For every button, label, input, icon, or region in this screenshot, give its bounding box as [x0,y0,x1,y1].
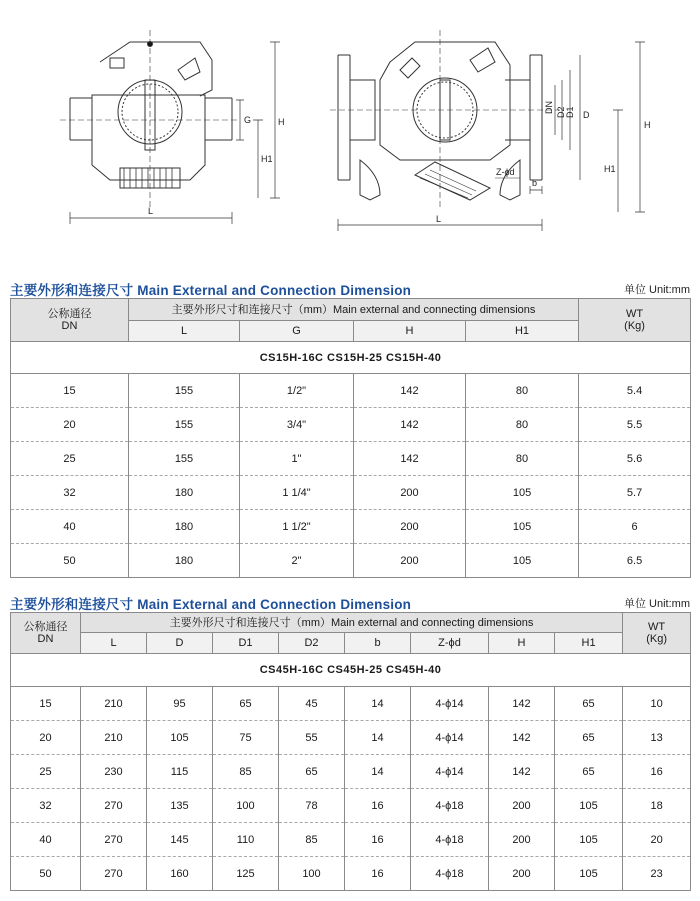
table-cell: 6 [579,510,691,544]
column-header: H [489,633,555,654]
left-label-h: H [278,117,285,127]
table-cell: 105 [555,789,623,823]
table-cell: 5.4 [579,374,691,408]
table-cell: 40 [11,823,81,857]
table-cell: 180 [129,510,240,544]
table-cell: 75 [213,721,279,755]
table-cell: 50 [11,544,129,578]
table-cell: 200 [354,510,466,544]
right-label-zd: Z-ϕd [496,167,515,177]
table-cell: 78 [279,789,345,823]
table-cell: 105 [147,721,213,755]
table-cell: 142 [354,374,466,408]
table-cell: 180 [129,476,240,510]
table-cell: 80 [466,408,579,442]
technical-drawings [0,0,700,268]
table-cell: 4-ϕ14 [411,687,489,721]
wt-header: WT (Kg) [579,299,691,342]
table-cell: 125 [213,857,279,891]
wt-header: WT (Kg) [623,613,691,654]
table-row [11,755,691,789]
table-row [11,442,691,476]
table-cell: 16 [345,857,411,891]
table-cell: 270 [81,823,147,857]
section1-table [10,298,691,578]
table-cell: 155 [129,408,240,442]
table-row [11,687,691,721]
left-label-l: L [148,206,154,216]
table-cell: 105 [466,476,579,510]
section2-table [10,612,691,891]
table-cell: 155 [129,374,240,408]
right-label-h: H [644,120,651,130]
table-cell: 210 [81,721,147,755]
dn-header: 公称通径 DN [11,299,129,342]
table-cell: 65 [555,687,623,721]
table-cell: 65 [213,687,279,721]
table-cell: 32 [11,789,81,823]
model-row: CS45H-16C CS45H-25 CS45H-40 [11,654,691,687]
table-cell: 4-ϕ18 [411,823,489,857]
column-header: H1 [555,633,623,654]
table-cell: 210 [81,687,147,721]
right-label-d: D [583,110,590,120]
table-cell: 40 [11,510,129,544]
table-row [11,374,691,408]
table-cell: 105 [555,857,623,891]
table-cell: 15 [11,687,81,721]
table-cell: 270 [81,857,147,891]
right-drawing [330,30,645,231]
drawings-svg [0,0,700,268]
table-row [11,789,691,823]
table-cell: 142 [354,442,466,476]
table-cell: 14 [345,755,411,789]
table-cell: 270 [81,789,147,823]
right-label-d1: D1 [565,106,575,118]
table-cell: 80 [466,442,579,476]
table-cell: 1 1/2" [240,510,354,544]
table-cell: 65 [555,755,623,789]
right-label-dn: DN [544,101,554,114]
column-header: H [354,321,466,342]
model-row: CS15H-16C CS15H-25 CS15H-40 [11,342,691,374]
table-row [11,857,691,891]
table-cell: 142 [354,408,466,442]
column-header: D2 [279,633,345,654]
table-cell: 4-ϕ18 [411,857,489,891]
table-cell: 1" [240,442,354,476]
table-cell: 20 [11,721,81,755]
table-cell: 65 [555,721,623,755]
table-cell: 1 1/4" [240,476,354,510]
right-label-h1: H1 [604,164,616,174]
dimensions-group-header: 主要外形尺寸和连接尺寸（mm）Main external and connecting dimensions [81,613,623,633]
table-cell: 6.5 [579,544,691,578]
table-cell: 155 [129,442,240,476]
table-cell: 20 [11,408,129,442]
table-cell: 50 [11,857,81,891]
table-cell: 55 [279,721,345,755]
column-header: D [147,633,213,654]
left-label-h1: H1 [261,154,273,164]
table-cell: 142 [489,721,555,755]
section1-title: 主要外形和连接尺寸 Main External and Connection Dimension [10,283,412,298]
table-cell: 95 [147,687,213,721]
table-cell: 200 [354,476,466,510]
table-cell: 10 [623,687,691,721]
table-row [11,721,691,755]
table-cell: 160 [147,857,213,891]
column-header: Z-ϕd [411,633,489,654]
table-cell: 13 [623,721,691,755]
table-cell: 4-ϕ18 [411,789,489,823]
table-cell: 200 [354,544,466,578]
table-cell: 110 [213,823,279,857]
table-cell: 32 [11,476,129,510]
table-cell: 15 [11,374,129,408]
table-cell: 5.5 [579,408,691,442]
section2-title: 主要外形和连接尺寸 Main External and Connection Dimension [10,597,412,612]
table-cell: 65 [279,755,345,789]
table-cell: 4-ϕ14 [411,755,489,789]
column-header: D1 [213,633,279,654]
column-header: b [345,633,411,654]
left-drawing [60,30,280,224]
table-cell: 142 [489,687,555,721]
table-row [11,510,691,544]
table-cell: 142 [489,755,555,789]
table-cell: 145 [147,823,213,857]
table-cell: 16 [345,823,411,857]
table-cell: 2" [240,544,354,578]
table-cell: 23 [623,857,691,891]
table-cell: 4-ϕ14 [411,721,489,755]
table-cell: 100 [213,789,279,823]
table-cell: 16 [623,755,691,789]
table-cell: 3/4" [240,408,354,442]
table-cell: 45 [279,687,345,721]
table-row [11,544,691,578]
column-header: L [81,633,147,654]
table-cell: 180 [129,544,240,578]
table-cell: 135 [147,789,213,823]
table-cell: 14 [345,687,411,721]
table-cell: 20 [623,823,691,857]
table-cell: 18 [623,789,691,823]
right-label-l: L [436,214,442,224]
section2-header [10,593,690,611]
section2-unit: 单位 Unit:mm [624,598,690,610]
table-cell: 230 [81,755,147,789]
column-header: L [129,321,240,342]
section1-header [10,279,690,297]
table-cell: 25 [11,755,81,789]
section1-unit: 单位 Unit:mm [624,284,690,296]
table-cell: 200 [489,789,555,823]
table-cell: 80 [466,374,579,408]
table-cell: 115 [147,755,213,789]
table-cell: 200 [489,823,555,857]
right-label-d2: D2 [556,106,566,118]
table-cell: 85 [213,755,279,789]
table-cell: 100 [279,857,345,891]
table-cell: 85 [279,823,345,857]
table-cell: 200 [489,857,555,891]
table-cell: 5.6 [579,442,691,476]
table-cell: 5.7 [579,476,691,510]
column-header: G [240,321,354,342]
dimensions-group-header: 主要外形尺寸和连接尺寸（mm）Main external and connecting dimensions [129,299,579,321]
table-row [11,823,691,857]
dn-header: 公称通径 DN [11,613,81,654]
table-row [11,408,691,442]
column-header: H1 [466,321,579,342]
right-label-b: b [532,178,538,188]
table-cell: 105 [466,510,579,544]
left-label-g: G [244,115,252,125]
table-cell: 16 [345,789,411,823]
table-cell: 1/2" [240,374,354,408]
table-cell: 25 [11,442,129,476]
table-cell: 105 [466,544,579,578]
table-row [11,476,691,510]
table-cell: 105 [555,823,623,857]
table-cell: 14 [345,721,411,755]
